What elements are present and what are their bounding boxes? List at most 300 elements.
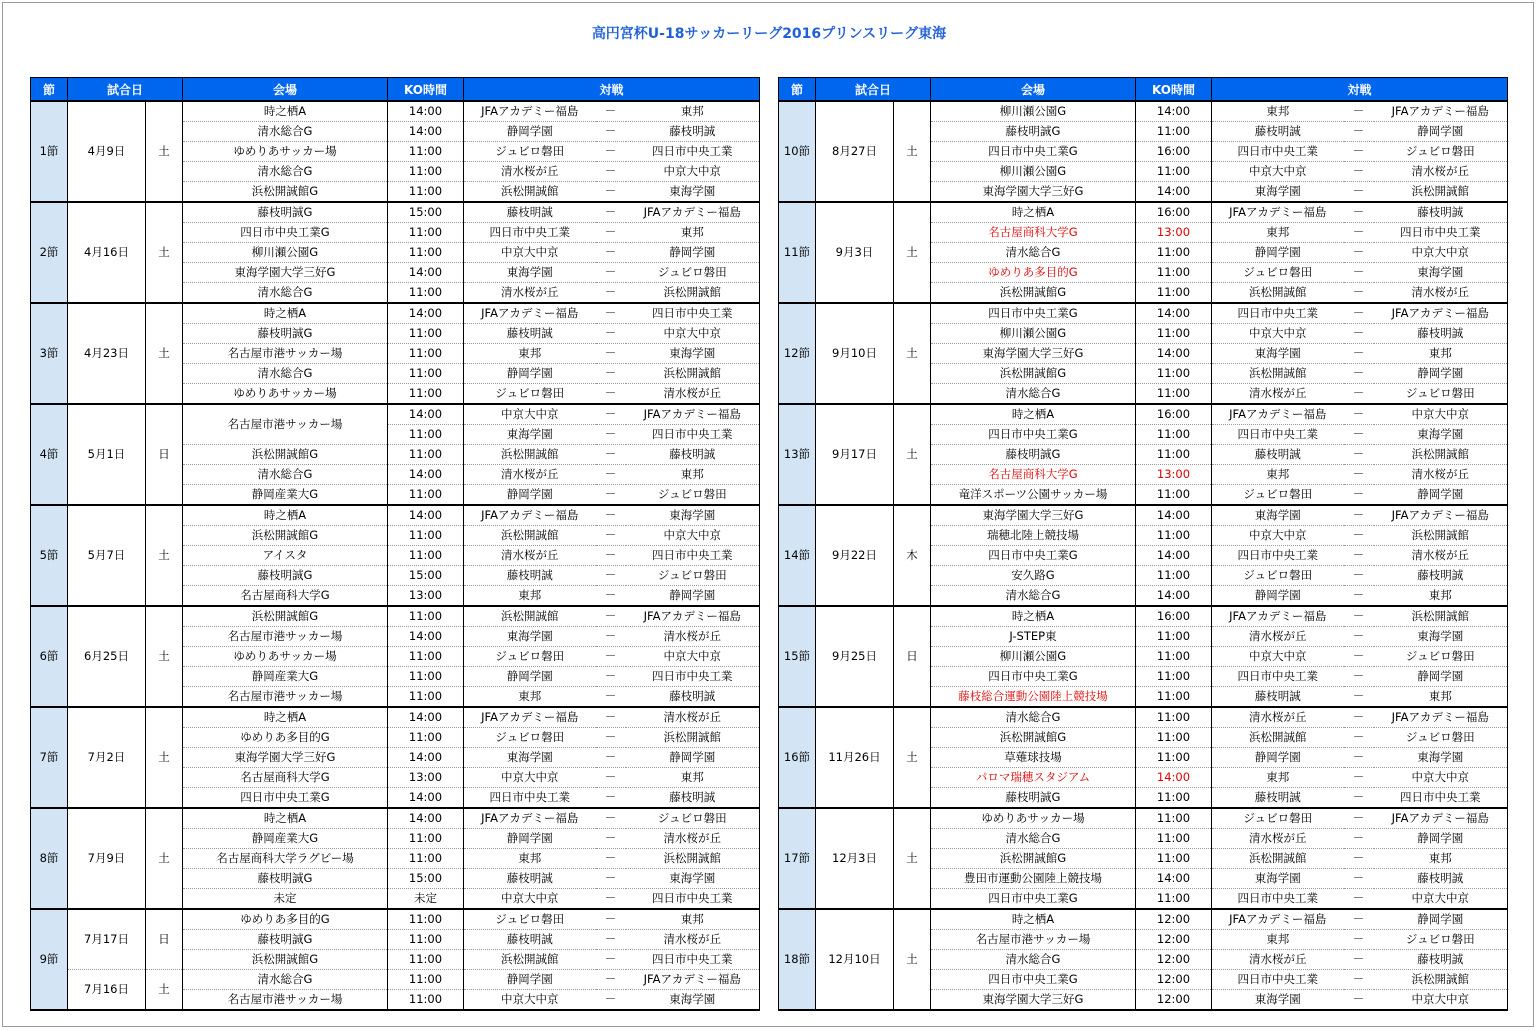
ko-time-cell: 13:00 xyxy=(388,586,464,607)
versus-dash: － xyxy=(596,728,626,748)
venue-cell: 藤枝明誠G xyxy=(931,788,1136,809)
home-team-cell: 浜松開誠館 xyxy=(464,182,596,203)
date-cell: 4月9日 xyxy=(68,101,146,202)
home-team-cell: JFAアカデミー福島 xyxy=(464,505,596,526)
away-team-cell: ジュビロ磐田 xyxy=(1374,142,1508,162)
versus-dash: － xyxy=(596,243,626,263)
venue-cell: 柳川瀬公園G xyxy=(931,101,1136,122)
away-team-cell: 中京大中京 xyxy=(1374,404,1508,425)
date-cell: 8月27日 xyxy=(816,101,894,202)
away-team-cell: 静岡学園 xyxy=(1374,122,1508,142)
versus-dash: － xyxy=(596,930,626,950)
away-team-cell: 浜松開誠館 xyxy=(1374,445,1508,465)
venue-cell: 時之栖A xyxy=(183,707,388,728)
away-team-cell: 静岡学園 xyxy=(1374,909,1508,930)
away-team-cell: 浜松開誠館 xyxy=(1374,606,1508,627)
home-team-cell: 静岡学園 xyxy=(1212,243,1344,263)
ko-time-cell: 11:00 xyxy=(388,728,464,748)
venue-cell: 名古屋市港サッカー場 xyxy=(183,344,388,364)
venue-cell: ゆめりあサッカー場 xyxy=(183,647,388,667)
round-cell: 15節 xyxy=(779,606,816,707)
match-row xyxy=(779,303,1508,324)
versus-dash: － xyxy=(1344,707,1374,728)
away-team-cell: 清水桜が丘 xyxy=(626,384,760,405)
ko-time-cell: 16:00 xyxy=(1136,202,1212,223)
date-cell: 12月3日 xyxy=(816,808,894,909)
venue-cell: 時之栖A xyxy=(931,909,1136,930)
versus-dash: － xyxy=(1344,869,1374,889)
date-cell: 5月7日 xyxy=(68,505,146,606)
date-cell: 7月17日 xyxy=(68,909,146,970)
home-team-cell: 四日市中央工業 xyxy=(464,788,596,809)
home-team-cell: 東海学園 xyxy=(464,263,596,283)
away-team-cell: 四日市中央工業 xyxy=(626,425,760,445)
versus-dash: － xyxy=(1344,930,1374,950)
venue-cell: 浜松開誠館G xyxy=(931,283,1136,304)
match-row xyxy=(779,707,1508,728)
venue-cell: 時之栖A xyxy=(183,808,388,829)
date-cell: 7月9日 xyxy=(68,808,146,909)
ko-time-cell: 14:00 xyxy=(1136,101,1212,122)
versus-dash: － xyxy=(596,303,626,324)
ko-time-cell: 14:00 xyxy=(1136,869,1212,889)
home-team-cell: 清水桜が丘 xyxy=(1212,950,1344,970)
round-cell: 18節 xyxy=(779,909,816,1010)
away-team-cell: 東邦 xyxy=(626,223,760,243)
versus-dash: － xyxy=(1344,788,1374,809)
versus-dash: － xyxy=(596,889,626,910)
venue-cell: 静岡産業大G xyxy=(183,485,388,506)
versus-dash: － xyxy=(1344,667,1374,687)
home-team-cell: JFAアカデミー福島 xyxy=(1212,909,1344,930)
versus-dash: － xyxy=(596,404,626,425)
ko-time-cell: 11:00 xyxy=(388,364,464,384)
round-cell: 14節 xyxy=(779,505,816,606)
home-team-cell: 東海学園 xyxy=(1212,990,1344,1011)
weekday-cell: 土 xyxy=(146,808,183,909)
home-team-cell: ジュビロ磐田 xyxy=(464,909,596,930)
away-team-cell: 中京大中京 xyxy=(626,647,760,667)
ko-time-cell: 15:00 xyxy=(388,202,464,223)
away-team-cell: 中京大中京 xyxy=(1374,243,1508,263)
header-match: 対戦 xyxy=(464,78,760,102)
away-team-cell: 東邦 xyxy=(626,465,760,485)
home-team-cell: 四日市中央工業 xyxy=(1212,303,1344,324)
home-team-cell: ジュビロ磐田 xyxy=(464,384,596,405)
versus-dash: － xyxy=(596,263,626,283)
versus-dash: － xyxy=(1344,182,1374,203)
versus-dash: － xyxy=(596,788,626,809)
date-cell: 7月16日 xyxy=(68,970,146,1011)
venue-cell: 名古屋商科大学G xyxy=(183,768,388,788)
home-team-cell: 浜松開誠館 xyxy=(464,606,596,627)
round-cell: 3節 xyxy=(31,303,68,404)
match-row xyxy=(31,970,760,990)
venue-cell: ゆめりあ多目的G xyxy=(183,909,388,930)
ko-time-cell: 14:00 xyxy=(388,263,464,283)
date-cell: 4月23日 xyxy=(68,303,146,404)
home-team-cell: JFAアカデミー福島 xyxy=(1212,404,1344,425)
venue-cell: 四日市中央工業G xyxy=(183,788,388,809)
venue-cell: 名古屋商科大学ラグビー場 xyxy=(183,849,388,869)
round-cell: 2節 xyxy=(31,202,68,303)
away-team-cell: 藤枝明誠 xyxy=(626,445,760,465)
versus-dash: － xyxy=(596,324,626,344)
match-row xyxy=(779,202,1508,223)
venue-cell: 清水総合G xyxy=(183,283,388,304)
venue-cell: 浜松開誠館G xyxy=(183,182,388,203)
versus-dash: － xyxy=(1344,162,1374,182)
versus-dash: － xyxy=(596,627,626,647)
match-row xyxy=(31,404,760,425)
away-team-cell: 四日市中央工業 xyxy=(626,142,760,162)
venue-cell: 時之栖A xyxy=(931,202,1136,223)
ko-time-cell: 11:00 xyxy=(1136,384,1212,405)
round-cell: 7節 xyxy=(31,707,68,808)
ko-time-cell: 14:00 xyxy=(1136,182,1212,203)
ko-time-cell: 11:00 xyxy=(1136,243,1212,263)
round-cell: 1節 xyxy=(31,101,68,202)
away-team-cell: 東邦 xyxy=(1374,344,1508,364)
versus-dash: － xyxy=(1344,404,1374,425)
home-team-cell: 四日市中央工業 xyxy=(1212,667,1344,687)
ko-time-cell: 14:00 xyxy=(388,404,464,425)
header-round: 節 xyxy=(779,78,816,102)
ko-time-cell: 11:00 xyxy=(1136,687,1212,708)
away-team-cell: ジュビロ磐田 xyxy=(1374,384,1508,405)
round-cell: 11節 xyxy=(779,202,816,303)
ko-time-cell: 15:00 xyxy=(388,869,464,889)
versus-dash: － xyxy=(1344,485,1374,506)
away-team-cell: 静岡学園 xyxy=(1374,829,1508,849)
versus-dash: － xyxy=(596,950,626,970)
versus-dash: － xyxy=(1344,586,1374,607)
away-team-cell: 東邦 xyxy=(1374,586,1508,607)
home-team-cell: 清水桜が丘 xyxy=(464,546,596,566)
home-team-cell: 東邦 xyxy=(1212,465,1344,485)
versus-dash: － xyxy=(596,526,626,546)
home-team-cell: 四日市中央工業 xyxy=(1212,425,1344,445)
versus-dash: － xyxy=(1344,122,1374,142)
schedule-body xyxy=(31,101,760,1010)
venue-cell: 清水総合G xyxy=(183,122,388,142)
match-row xyxy=(779,101,1508,122)
weekday-cell: 土 xyxy=(146,202,183,303)
weekday-cell: 土 xyxy=(894,909,931,1010)
away-team-cell: JFAアカデミー福島 xyxy=(1374,303,1508,324)
venue-cell: 東海学園大学三好G xyxy=(183,263,388,283)
venue-cell: 草薙球技場 xyxy=(931,748,1136,768)
weekday-cell: 日 xyxy=(146,909,183,970)
away-team-cell: 清水桜が丘 xyxy=(1374,465,1508,485)
versus-dash: － xyxy=(1344,425,1374,445)
home-team-cell: 東邦 xyxy=(464,344,596,364)
ko-time-cell: 13:00 xyxy=(388,768,464,788)
away-team-cell: 清水桜が丘 xyxy=(1374,283,1508,304)
date-cell: 6月25日 xyxy=(68,606,146,707)
match-row xyxy=(31,202,760,223)
page-title: 高円宮杯U-18サッカーリーグ2016プリンスリーグ東海 xyxy=(591,26,947,42)
away-team-cell: 中京大中京 xyxy=(626,526,760,546)
versus-dash: － xyxy=(1344,808,1374,829)
versus-dash: － xyxy=(1344,445,1374,465)
versus-dash: － xyxy=(1344,829,1374,849)
away-team-cell: 東海学園 xyxy=(626,505,760,526)
versus-dash: － xyxy=(1344,364,1374,384)
home-team-cell: 静岡学園 xyxy=(464,829,596,849)
match-row xyxy=(779,606,1508,627)
home-team-cell: 中京大中京 xyxy=(1212,647,1344,667)
venue-cell: 清水総合G xyxy=(183,970,388,990)
versus-dash: － xyxy=(596,768,626,788)
ko-time-cell: 11:00 xyxy=(388,687,464,708)
home-team-cell: ジュビロ磐田 xyxy=(1212,263,1344,283)
away-team-cell: 中京大中京 xyxy=(1374,768,1508,788)
versus-dash: － xyxy=(596,182,626,203)
away-team-cell: 藤枝明誠 xyxy=(1374,869,1508,889)
ko-time-cell: 11:00 xyxy=(388,667,464,687)
home-team-cell: 清水桜が丘 xyxy=(1212,627,1344,647)
ko-time-cell: 11:00 xyxy=(1136,566,1212,586)
venue-cell: 清水総合G xyxy=(931,586,1136,607)
home-team-cell: 藤枝明誠 xyxy=(464,566,596,586)
weekday-cell: 土 xyxy=(146,707,183,808)
away-team-cell: 清水桜が丘 xyxy=(626,930,760,950)
versus-dash: － xyxy=(596,384,626,405)
ko-time-cell: 11:00 xyxy=(388,142,464,162)
versus-dash: － xyxy=(596,667,626,687)
versus-dash: － xyxy=(1344,465,1374,485)
ko-time-cell: 14:00 xyxy=(1136,768,1212,788)
versus-dash: － xyxy=(596,869,626,889)
home-team-cell: 藤枝明誠 xyxy=(464,324,596,344)
away-team-cell: 東海学園 xyxy=(626,182,760,203)
ko-time-cell: 11:00 xyxy=(1136,627,1212,647)
venue-cell: アイスタ xyxy=(183,546,388,566)
ko-time-cell: 11:00 xyxy=(388,223,464,243)
versus-dash: － xyxy=(596,707,626,728)
venue-cell: 清水総合G xyxy=(183,465,388,485)
versus-dash: － xyxy=(1344,344,1374,364)
match-row xyxy=(31,505,760,526)
away-team-cell: ジュビロ磐田 xyxy=(1374,647,1508,667)
home-team-cell: 四日市中央工業 xyxy=(1212,970,1344,990)
ko-time-cell: 14:00 xyxy=(1136,344,1212,364)
venue-cell: 清水総合G xyxy=(931,707,1136,728)
away-team-cell: 東邦 xyxy=(1374,849,1508,869)
away-team-cell: JFAアカデミー福島 xyxy=(626,606,760,627)
venue-cell: 時之栖A xyxy=(183,101,388,122)
away-team-cell: 清水桜が丘 xyxy=(1374,162,1508,182)
venue-cell: 藤枝明誠G xyxy=(931,122,1136,142)
venue-cell: 柳川瀬公園G xyxy=(931,162,1136,182)
ko-time-cell: 11:00 xyxy=(388,526,464,546)
home-team-cell: 静岡学園 xyxy=(464,970,596,990)
versus-dash: － xyxy=(1344,990,1374,1011)
weekday-cell: 土 xyxy=(146,970,183,1011)
venue-cell: 清水総合G xyxy=(931,384,1136,405)
away-team-cell: 四日市中央工業 xyxy=(626,303,760,324)
ko-time-cell: 11:00 xyxy=(1136,162,1212,182)
versus-dash: － xyxy=(596,970,626,990)
ko-time-cell: 14:00 xyxy=(1136,505,1212,526)
away-team-cell: 清水桜が丘 xyxy=(626,707,760,728)
match-row xyxy=(779,404,1508,425)
away-team-cell: JFAアカデミー福島 xyxy=(1374,808,1508,829)
away-team-cell: 東海学園 xyxy=(626,990,760,1011)
ko-time-cell: 11:00 xyxy=(1136,445,1212,465)
versus-dash: － xyxy=(596,283,626,304)
match-row xyxy=(31,707,760,728)
away-team-cell: JFAアカデミー福島 xyxy=(626,202,760,223)
versus-dash: － xyxy=(596,445,626,465)
ko-time-cell: 11:00 xyxy=(1136,263,1212,283)
versus-dash: － xyxy=(1344,263,1374,283)
weekday-cell: 土 xyxy=(894,303,931,404)
ko-time-cell: 14:00 xyxy=(388,627,464,647)
versus-dash: － xyxy=(1344,566,1374,586)
away-team-cell: 静岡学園 xyxy=(626,748,760,768)
versus-dash: － xyxy=(1344,889,1374,910)
home-team-cell: 中京大中京 xyxy=(464,404,596,425)
ko-time-cell: 14:00 xyxy=(388,748,464,768)
versus-dash: － xyxy=(596,101,626,122)
home-team-cell: 東海学園 xyxy=(1212,344,1344,364)
round-cell: 13節 xyxy=(779,404,816,505)
ko-time-cell: 13:00 xyxy=(1136,223,1212,243)
venue-cell: 竜洋スポーツ公園サッカー場 xyxy=(931,485,1136,506)
versus-dash: － xyxy=(596,202,626,223)
versus-dash: － xyxy=(596,223,626,243)
ko-time-cell: 11:00 xyxy=(388,930,464,950)
venue-cell: 清水総合G xyxy=(931,950,1136,970)
ko-time-cell: 14:00 xyxy=(388,465,464,485)
round-cell: 8節 xyxy=(31,808,68,909)
venue-cell: 浜松開誠館G xyxy=(931,849,1136,869)
away-team-cell: 東邦 xyxy=(626,768,760,788)
ko-time-cell: 11:00 xyxy=(388,990,464,1011)
away-team-cell: 静岡学園 xyxy=(1374,485,1508,506)
match-row xyxy=(31,808,760,829)
venue-cell: 瑞穂北陸上競技場 xyxy=(931,526,1136,546)
home-team-cell: 中京大中京 xyxy=(1212,324,1344,344)
home-team-cell: 東邦 xyxy=(464,586,596,607)
ko-time-cell: 14:00 xyxy=(1136,303,1212,324)
home-team-cell: 藤枝明誠 xyxy=(1212,788,1344,809)
ko-time-cell: 11:00 xyxy=(388,384,464,405)
ko-time-cell: 14:00 xyxy=(388,122,464,142)
versus-dash: － xyxy=(1344,849,1374,869)
versus-dash: － xyxy=(1344,101,1374,122)
venue-cell: 東海学園大学三好G xyxy=(931,505,1136,526)
venue-cell: 柳川瀬公園G xyxy=(183,243,388,263)
away-team-cell: 四日市中央工業 xyxy=(626,667,760,687)
versus-dash: － xyxy=(596,465,626,485)
versus-dash: － xyxy=(596,162,626,182)
date-cell: 9月22日 xyxy=(816,505,894,606)
date-cell: 7月2日 xyxy=(68,707,146,808)
away-team-cell: 静岡学園 xyxy=(626,586,760,607)
venue-cell: 四日市中央工業G xyxy=(931,303,1136,324)
venue-cell: 名古屋市港サッカー場 xyxy=(183,990,388,1011)
away-team-cell: JFAアカデミー福島 xyxy=(626,970,760,990)
ko-time-cell: 11:00 xyxy=(388,344,464,364)
away-team-cell: 四日市中央工業 xyxy=(1374,788,1508,809)
versus-dash: － xyxy=(596,364,626,384)
home-team-cell: 四日市中央工業 xyxy=(1212,546,1344,566)
away-team-cell: 藤枝明誠 xyxy=(626,788,760,809)
away-team-cell: 東邦 xyxy=(626,101,760,122)
venue-cell: 清水総合G xyxy=(183,364,388,384)
home-team-cell: 東海学園 xyxy=(1212,505,1344,526)
ko-time-cell: 15:00 xyxy=(388,566,464,586)
ko-time-cell: 11:00 xyxy=(388,546,464,566)
ko-time-cell: 16:00 xyxy=(1136,404,1212,425)
ko-time-cell: 11:00 xyxy=(1136,324,1212,344)
away-team-cell: 静岡学園 xyxy=(626,243,760,263)
away-team-cell: 藤枝明誠 xyxy=(1374,324,1508,344)
versus-dash: － xyxy=(596,748,626,768)
home-team-cell: 東邦 xyxy=(1212,930,1344,950)
away-team-cell: 東海学園 xyxy=(1374,748,1508,768)
venue-cell: ゆめりあ多目的G xyxy=(931,263,1136,283)
home-team-cell: 清水桜が丘 xyxy=(1212,384,1344,405)
home-team-cell: 東海学園 xyxy=(1212,869,1344,889)
versus-dash: － xyxy=(596,505,626,526)
venue-cell: 藤枝明誠G xyxy=(931,445,1136,465)
round-cell: 4節 xyxy=(31,404,68,505)
weekday-cell: 土 xyxy=(146,101,183,202)
venue-cell: 四日市中央工業G xyxy=(931,667,1136,687)
venue-cell: J-STEP東 xyxy=(931,627,1136,647)
venue-cell: 藤枝明誠G xyxy=(183,869,388,889)
away-team-cell: ジュビロ磐田 xyxy=(1374,728,1508,748)
home-team-cell: ジュビロ磐田 xyxy=(1212,566,1344,586)
versus-dash: － xyxy=(1344,909,1374,930)
home-team-cell: 中京大中京 xyxy=(1212,526,1344,546)
away-team-cell: 四日市中央工業 xyxy=(1374,223,1508,243)
ko-time-cell: 12:00 xyxy=(1136,950,1212,970)
versus-dash: － xyxy=(596,586,626,607)
away-team-cell: JFAアカデミー福島 xyxy=(1374,101,1508,122)
header-ko: KO時間 xyxy=(388,78,464,102)
versus-dash: － xyxy=(596,647,626,667)
away-team-cell: 清水桜が丘 xyxy=(626,829,760,849)
versus-dash: － xyxy=(1344,606,1374,627)
home-team-cell: ジュビロ磐田 xyxy=(1212,485,1344,506)
home-team-cell: 四日市中央工業 xyxy=(464,223,596,243)
ko-time-cell: 12:00 xyxy=(1136,930,1212,950)
home-team-cell: 中京大中京 xyxy=(464,889,596,910)
ko-time-cell: 11:00 xyxy=(388,425,464,445)
round-cell: 16節 xyxy=(779,707,816,808)
date-cell: 9月3日 xyxy=(816,202,894,303)
venue-cell: 名古屋市港サッカー場 xyxy=(931,930,1136,950)
versus-dash: － xyxy=(1344,728,1374,748)
round-cell: 9節 xyxy=(31,909,68,1010)
home-team-cell: JFAアカデミー福島 xyxy=(1212,606,1344,627)
ko-time-cell: 11:00 xyxy=(388,606,464,627)
away-team-cell: JFAアカデミー福島 xyxy=(626,404,760,425)
home-team-cell: 清水桜が丘 xyxy=(464,465,596,485)
away-team-cell: 浜松開誠館 xyxy=(1374,970,1508,990)
venue-cell: 静岡産業大G xyxy=(183,667,388,687)
ko-time-cell: 12:00 xyxy=(1136,990,1212,1011)
away-team-cell: 浜松開誠館 xyxy=(626,728,760,748)
match-row xyxy=(31,606,760,627)
home-team-cell: 藤枝明誠 xyxy=(464,869,596,889)
home-team-cell: 清水桜が丘 xyxy=(464,162,596,182)
